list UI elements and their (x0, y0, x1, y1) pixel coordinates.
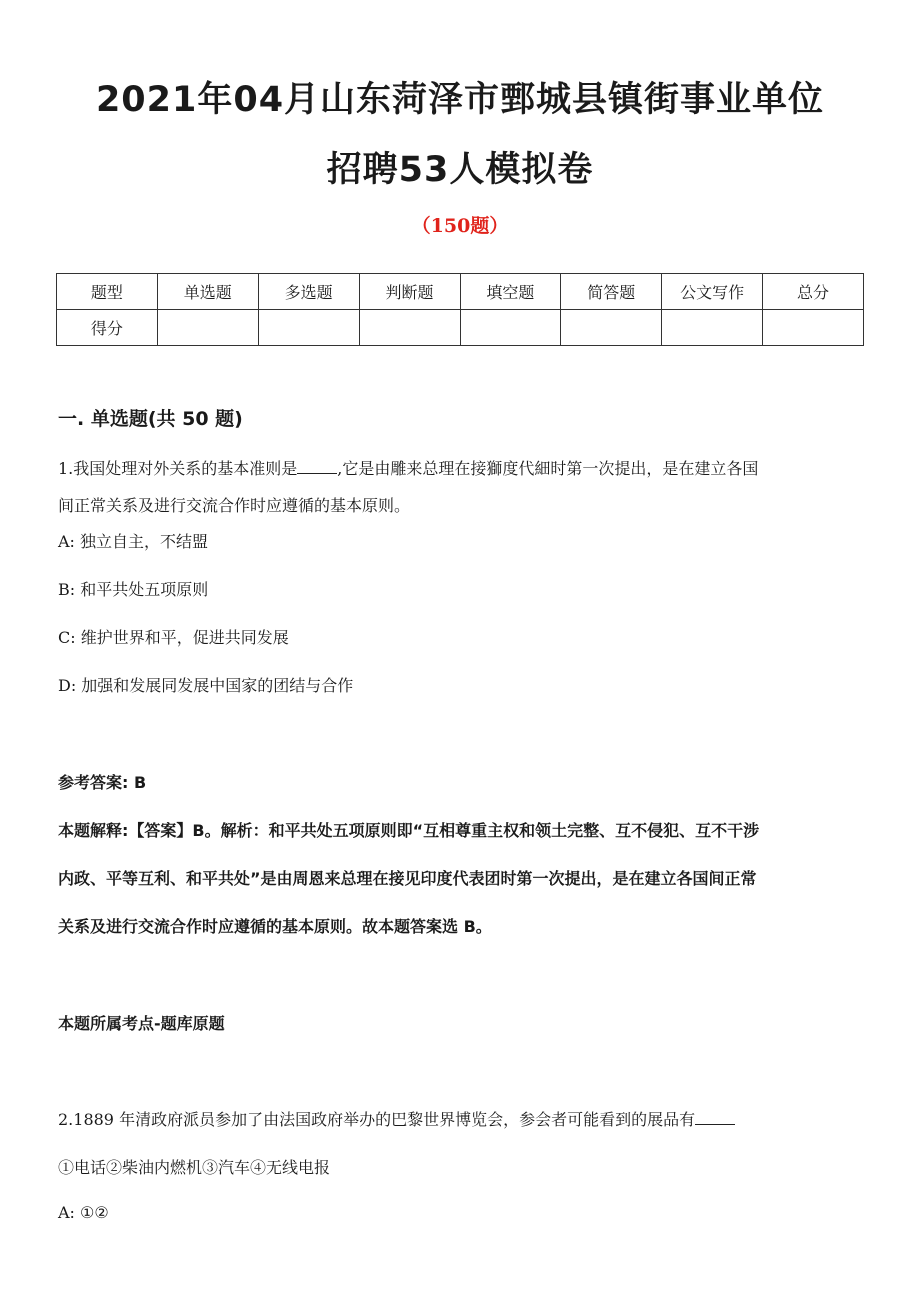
score-cell (359, 310, 460, 346)
score-table-header-cell: 简答题 (561, 274, 662, 310)
score-cell (460, 310, 561, 346)
score-cell (258, 310, 359, 346)
question-1-stem-line-2: 间正常关系及进行交流合作时应遵循的基本原则。 (58, 496, 411, 515)
question-2-stem-text: 2.1889 年清政府派员参加了由法国政府举办的巴黎世界博览会，参会者可能看到的展品有 (58, 1110, 696, 1129)
score-cell (763, 310, 864, 346)
document-title-line-1: 2021年04月山东菏泽市鄄城县镇街事业单位 (95, 80, 825, 120)
question-1-stem (58, 456, 758, 479)
score-row-label: 得分 (57, 310, 158, 346)
score-table-header-cell: 公文写作 (662, 274, 763, 310)
score-table-header-cell: 多选题 (258, 274, 359, 310)
score-cell (157, 310, 258, 346)
question-2-stem (58, 1107, 735, 1130)
score-table-header-cell: 总分 (763, 274, 864, 310)
question-1-stem-end: ,它是由雕来总理在接獅度代細时第一次提出，是在建立各国 (337, 459, 759, 478)
score-table-header-cell: 题型 (57, 274, 158, 310)
score-table-header-cell: 判断题 (359, 274, 460, 310)
score-table (56, 273, 864, 346)
question-1-option-a: A: 独立自主，不结盟 (58, 532, 209, 551)
question-1-topic: 本题所属考点-题库原题 (58, 1014, 225, 1033)
question-1-explanation-line-1: 本题解释:【答案】B。解析：和平共处五项原则即“互相尊重主权和领土完整、互不侵犯、互不干涉 (58, 821, 760, 840)
score-table-header-cell: 单选题 (157, 274, 258, 310)
question-2-items: ①电话②柴油内燃机③汽车④无线电报 (58, 1158, 331, 1177)
question-1-explanation-line-3: 关系及进行交流合作时应遵循的基本原则。故本题答案选 B。 (58, 917, 492, 936)
answer-blank (695, 1124, 735, 1125)
section-heading: 一. 单选题(共 50 题) (58, 408, 243, 430)
answer-blank (297, 473, 337, 474)
question-1-option-c: C: 维护世界和平，促进共同发展 (58, 628, 289, 647)
document-title-line-2: 招聘53人模拟卷 (326, 150, 594, 190)
question-count: （150题） (411, 215, 509, 237)
score-table-header-cell: 填空题 (460, 274, 561, 310)
question-1-option-b: B: 和平共处五项原则 (58, 580, 209, 599)
score-table-header-row (57, 274, 864, 310)
question-2-option-a: A: ①② (58, 1203, 109, 1222)
question-1-option-d: D: 加强和发展同发展中国家的团结与合作 (58, 676, 354, 695)
question-1-answer: 参考答案: B (58, 773, 147, 792)
question-1-stem-start: 1.我国处理对外关系的基本准则是 (58, 459, 298, 478)
score-cell (662, 310, 763, 346)
question-1-explanation-line-2: 内政、平等互利、和平共处”是由周恩来总理在接见印度代表团时第一次提出，是在建立各国间正常 (58, 869, 757, 888)
score-table-score-row (57, 310, 864, 346)
score-cell (561, 310, 662, 346)
